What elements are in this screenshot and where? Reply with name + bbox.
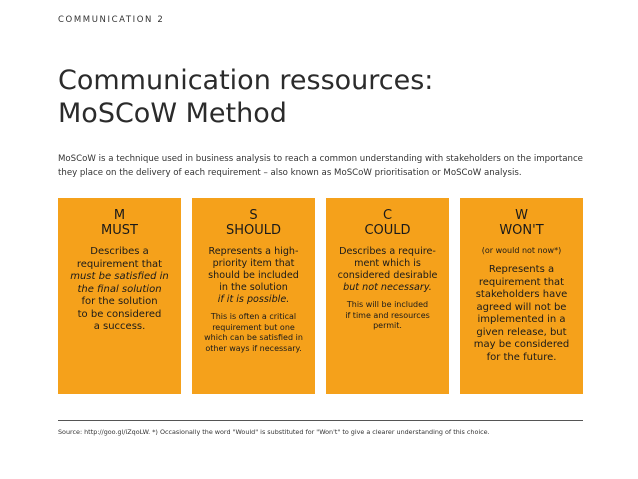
desc-line: Represents a high- [208,246,299,257]
desc-line: but not necessary. [343,282,432,293]
note-line: permit. [373,321,402,330]
desc-line: for the solution [81,296,158,307]
desc-line: requirement that [76,258,163,270]
desc-line: if it is possible. [217,294,290,305]
note-line: requirement but one [212,322,295,332]
desc-line: agreed will not be [476,301,567,313]
note-line: This is often a critical [210,312,297,321]
card-word: SHOULD [225,223,282,238]
card-description [198,246,309,306]
desc-line: implemented in a [477,314,566,325]
card-could [326,198,449,394]
note-line: This will be included [346,300,429,309]
page-title [58,64,433,130]
note-line: other ways if necessary. [205,343,302,353]
desc-line: the final solution [77,283,162,295]
desc-line: must be satisfied in [70,271,169,282]
card-letter: C [382,208,393,223]
card-description [332,246,443,294]
moscow-cards [58,198,583,394]
card-letter: W [515,208,528,223]
desc-line: a success. [93,321,146,332]
card-should [192,198,315,394]
desc-line: may be considered [473,339,570,350]
card-description [466,264,577,364]
card-letter: S [249,208,258,223]
source-footnote: Source: http://goo.gl/iZqoLW. *) Occasionally the word "Would" is substituted for "Won't" to give a clearer understanding of this choice. [58,428,490,436]
desc-line: to be considered [77,308,162,320]
desc-line: for the future. [486,351,557,363]
note-line: which can be satisfied in [204,333,303,342]
intro-paragraph: MoSCoW is a technique used in business analysis to reach a common understanding with stakeholders on the importance they place on the delivery of each requirement – also known as MoSCoW prioritisation or MoSCoW analysis. [58,154,583,178]
desc-line: stakeholders have [475,289,568,300]
title-line-1: Communication ressources: [58,65,434,96]
card-note [198,312,309,354]
card-wont [460,198,583,394]
desc-line: Describes a require- [339,246,436,257]
card-must [58,198,181,394]
section-label: COMMUNICATION 2 [58,15,165,25]
desc-line: considered desirable [337,270,438,281]
card-word: COULD [364,223,411,238]
divider [58,420,583,421]
desc-line: Describes a [90,246,149,257]
desc-line: in the solution [219,282,288,293]
card-description [64,246,175,334]
card-parenthetical: (or would not now*) [481,246,562,255]
desc-line: should be included [208,270,299,281]
desc-line: ment which is [354,258,421,269]
desc-line: requirement that [478,276,565,288]
card-note [332,300,443,332]
desc-line: given release, but [476,326,567,338]
card-word: WON'T [499,223,544,238]
desc-line: priority item that [212,258,295,269]
title-line-2: MoSCoW Method [58,98,287,129]
card-word: MUST [101,223,138,238]
note-line: if time and resources [345,310,430,320]
card-letter: M [113,208,126,223]
desc-line: Represents a [488,264,555,275]
